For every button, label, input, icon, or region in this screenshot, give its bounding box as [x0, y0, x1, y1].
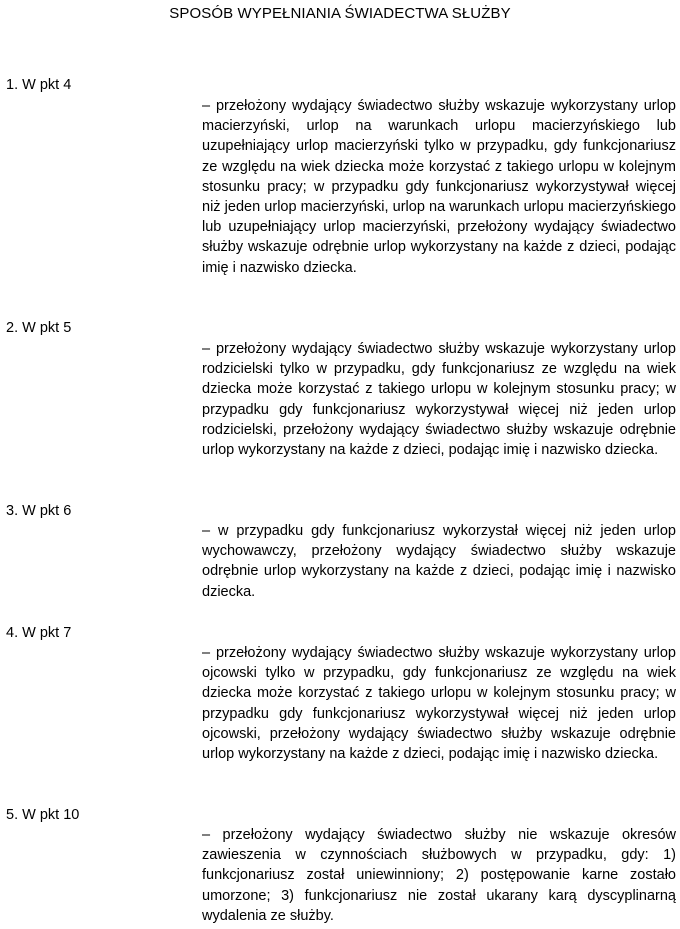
- item-label-pkt-5: 2. W pkt 5: [6, 320, 72, 336]
- item-label-pkt-6: 3. W pkt 6: [6, 503, 72, 519]
- item-text-pkt-7: – przełożony wydający świadectwo służby wskazuje wykorzystany urlop ojcowski tylko w przypadku, gdy funkcjonariusz ze względu na wiek dziecka może korzystać z takiego urlopu w kolejnym stosunku pracy; w przypadku gdy funkcjonariusz wykorzystywał więcej niż jeden urlop ojcowski, przełożony wydający świadectwo służby wskazuje odrębnie urlop wykorzystany na każde z dzieci, podając imię i nazwisko dziecka.: [202, 645, 676, 763]
- item-text-pkt-6: – w przypadku gdy funkcjonariusz wykorzystał więcej niż jeden urlop wychowawczy, przełożony wydający świadectwo służby wskazuje odrębnie urlop wykorzystany na każde z dzieci, podając imię i nazwisko dziecka.: [202, 523, 676, 600]
- item-label-pkt-10: 5. W pkt 10: [6, 807, 80, 823]
- item-text-pkt-5: – przełożony wydający świadectwo służby wskazuje wykorzystany urlop rodzicielski tylko w przypadku, gdy funkcjonariusz ze względu na wiek dziecka może korzystać z takiego urlopu w kolejnym stosunku pracy; w przypadku gdy funkcjonariusz wykorzystywał więcej niż jeden urlop rodzicielski, przełożony wydający świadectwo służby wskazuje odrębnie urlop wykorzystany na każde z dzieci, podając imię i nazwisko dziecka.: [202, 341, 676, 459]
- item-label-pkt-4: 1. W pkt 4: [6, 77, 72, 93]
- item-text-pkt-4: – przełożony wydający świadectwo służby wskazuje wykorzystany urlop macierzyński, urlop na warunkach urlopu macierzyńskiego lub uzupełniający urlop macierzyński tylko w przypadku, gdy funkcjonariusz ze względu na wiek dziecka może korzystać z takiego urlopu w kolejnym stosunku pracy; w przypadku gdy funkcjonariusz wykorzystywał więcej niż jeden urlop macierzyński, urlop na warunkach urlopu macierzyńskiego lub uzupełniający urlop macierzyński, przełożony wydający świadectwo służby wskazuje odrębnie urlop wykorzystany na każde z dzieci, podając imię i nazwisko dziecka.: [202, 98, 676, 276]
- item-label-pkt-7: 4. W pkt 7: [6, 625, 72, 641]
- item-text-pkt-10: – przełożony wydający świadectwo służby nie wskazuje okresów zawieszenia w czynnościach służbowych w przypadku, gdy: 1) funkcjonariusz został uniewinniony; 2) postępowanie karne zostało umorzone; 3) funkcjonariusz nie został ukarany karą dyscyplinarną wydalenia ze służby.: [202, 827, 676, 924]
- page-title: SPOSÓB WYPEŁNIANIA ŚWIADECTWA SŁUŻBY: [169, 5, 511, 22]
